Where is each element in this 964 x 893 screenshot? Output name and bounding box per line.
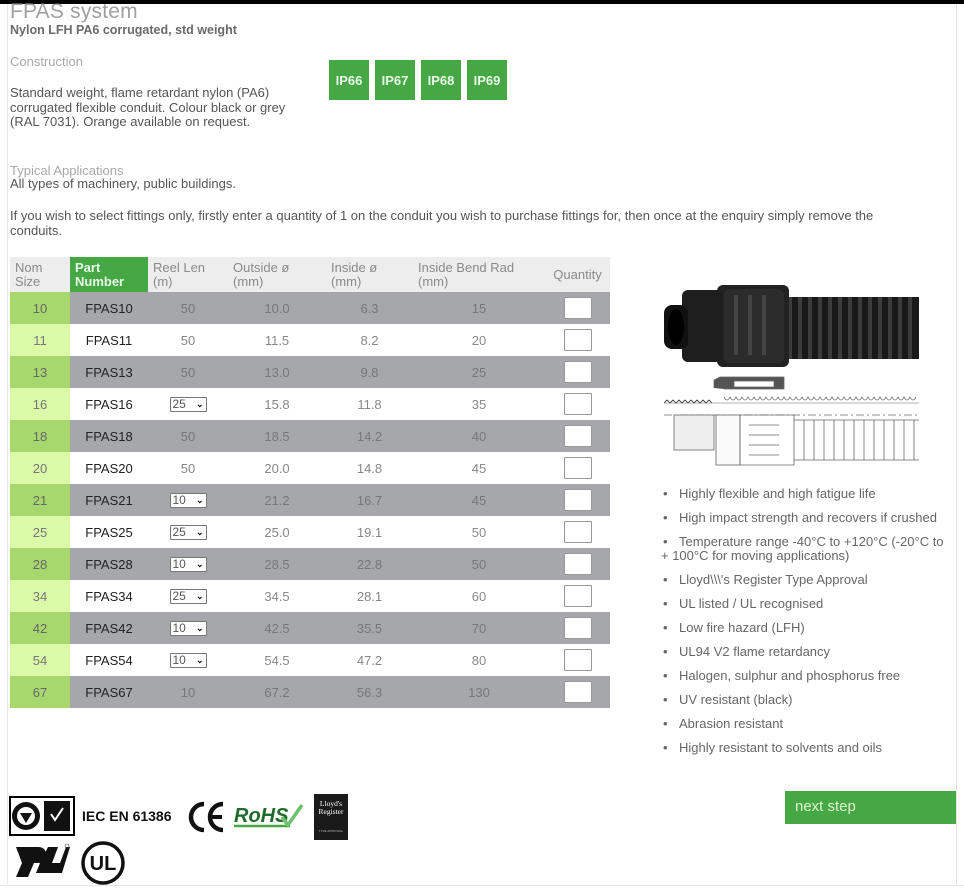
- table-row: [10, 324, 610, 356]
- feature-item: • Abrasion resistant: [663, 716, 784, 731]
- part-number-cell: FPAS20: [70, 452, 148, 484]
- ul-listed-icon: [80, 840, 126, 886]
- ip-badge: IP69: [467, 60, 507, 100]
- bend-radius-cell: 130: [413, 676, 545, 708]
- inside-diameter-cell: 22.8: [326, 548, 413, 580]
- table-row: [10, 420, 610, 452]
- outside-diameter-cell: 54.5: [228, 644, 326, 676]
- quantity-input[interactable]: [564, 681, 592, 703]
- reel-length-cell[interactable]: [148, 612, 228, 644]
- feature-item: • Highly resistant to solvents and oils: [663, 740, 883, 755]
- inside-diameter-cell: 56.3: [326, 676, 413, 708]
- bullet-icon: •: [663, 644, 668, 659]
- outside-diameter-cell: 13.0: [228, 356, 326, 388]
- bullet-icon: •: [663, 572, 668, 587]
- outside-diameter-cell: 28.5: [228, 548, 326, 580]
- bsi-registered-icon: [9, 796, 75, 836]
- nom-size-cell: 28: [10, 548, 70, 580]
- bend-radius-cell: 80: [413, 644, 545, 676]
- inside-diameter-cell: 14.8: [326, 452, 413, 484]
- reel-length-cell: 50: [148, 292, 228, 324]
- quantity-cell: [545, 388, 610, 420]
- header-outside-diameter: Outside ø (mm): [228, 257, 326, 292]
- quantity-input[interactable]: [564, 329, 592, 351]
- outside-diameter-cell: 25.0: [228, 516, 326, 548]
- reel-length-select[interactable]: 10 ⌄: [170, 653, 207, 668]
- nom-size-cell: 54: [10, 644, 70, 676]
- outside-diameter-cell: 11.5: [228, 324, 326, 356]
- product-spec-table: [10, 257, 610, 708]
- outside-diameter-cell: 42.5: [228, 612, 326, 644]
- feature-item: • Halogen, sulphur and phosphorus free: [663, 668, 901, 683]
- header-nom-size: Nom Size: [10, 257, 70, 292]
- bullet-icon: •: [663, 596, 668, 611]
- quantity-cell: [545, 516, 610, 548]
- header-inside-diameter: Inside ø (mm): [326, 257, 413, 292]
- reel-length-cell[interactable]: [148, 516, 228, 548]
- bend-radius-cell: 25: [413, 356, 545, 388]
- instruction-line: If you wish to select fittings only, firstly enter a quantity of 1 on the conduit you wish to purchase fittings for, then once at the enquiry simply remove the: [10, 208, 874, 223]
- bullet-icon: •: [663, 668, 668, 683]
- nom-size-cell: 13: [10, 356, 70, 388]
- construction-label: Construction: [10, 54, 83, 69]
- bullet-icon: •: [663, 740, 668, 755]
- part-number-cell: FPAS16: [70, 388, 148, 420]
- bend-radius-cell: 35: [413, 388, 545, 420]
- reel-length-select[interactable]: 10 ⌄: [170, 493, 207, 508]
- quantity-input[interactable]: [564, 617, 592, 639]
- inside-diameter-cell: 11.8: [326, 388, 413, 420]
- nom-size-cell: 18: [10, 420, 70, 452]
- inside-diameter-cell: 47.2: [326, 644, 413, 676]
- quantity-input[interactable]: [564, 553, 592, 575]
- table-row: [10, 548, 610, 580]
- table-row: [10, 356, 610, 388]
- table-row: [10, 580, 610, 612]
- conduit-drawing-icon: [664, 377, 919, 465]
- part-number-cell: FPAS13: [70, 356, 148, 388]
- outside-diameter-cell: 67.2: [228, 676, 326, 708]
- reel-length-cell[interactable]: [148, 484, 228, 516]
- lloyds-register-icon: [314, 794, 348, 840]
- ip-ratings: [329, 60, 507, 100]
- right-divider: [956, 4, 957, 884]
- part-number-cell: FPAS54: [70, 644, 148, 676]
- nom-size-cell: 34: [10, 580, 70, 612]
- outside-diameter-cell: 15.8: [228, 388, 326, 420]
- outside-diameter-cell: 21.2: [228, 484, 326, 516]
- inside-diameter-cell: 16.7: [326, 484, 413, 516]
- quantity-input[interactable]: [564, 585, 592, 607]
- table-row: [10, 644, 610, 676]
- table-row: [10, 612, 610, 644]
- page-title: FPAS system: [10, 0, 138, 23]
- part-number-cell: FPAS67: [70, 676, 148, 708]
- nom-size-cell: 21: [10, 484, 70, 516]
- outside-diameter-cell: 18.5: [228, 420, 326, 452]
- chevron-down-icon: ⌄: [195, 654, 204, 665]
- feature-item: • UV resistant (black): [663, 692, 793, 707]
- chevron-down-icon: ⌄: [195, 590, 204, 601]
- chevron-down-icon: ⌄: [195, 494, 204, 505]
- part-number-cell: FPAS28: [70, 548, 148, 580]
- quantity-input[interactable]: [564, 297, 592, 319]
- ip-badge: IP66: [329, 60, 369, 100]
- quantity-cell: [545, 452, 610, 484]
- rohs-icon: [232, 801, 304, 829]
- reel-length-cell: 50: [148, 356, 228, 388]
- instruction-text: [10, 209, 950, 238]
- table-row: [10, 292, 610, 324]
- inside-diameter-cell: 14.2: [326, 420, 413, 452]
- nom-size-cell: 11: [10, 324, 70, 356]
- quantity-cell: [545, 292, 610, 324]
- part-number-cell: FPAS11: [70, 324, 148, 356]
- construction-line: (RAL 7031). Orange available on request.: [10, 114, 251, 129]
- reel-length-select[interactable]: 25 ⌄: [170, 397, 207, 412]
- part-number-cell: FPAS25: [70, 516, 148, 548]
- construction-text: [10, 86, 285, 130]
- nom-size-cell: 10: [10, 292, 70, 324]
- table-row: [10, 516, 610, 548]
- bend-radius-cell: 45: [413, 452, 545, 484]
- ip-badge: IP67: [375, 60, 415, 100]
- feature-item: • Lloyd\\\'s Register Type Approval: [663, 572, 868, 587]
- bullet-icon: •: [663, 534, 668, 549]
- quantity-cell: [545, 676, 610, 708]
- nom-size-cell: 42: [10, 612, 70, 644]
- quantity-input[interactable]: [564, 489, 592, 511]
- chevron-down-icon: ⌄: [195, 526, 204, 537]
- quantity-input[interactable]: [564, 521, 592, 543]
- quantity-input[interactable]: [564, 361, 592, 383]
- reel-length-select[interactable]: 25 ⌄: [170, 589, 207, 604]
- chevron-down-icon: ⌄: [195, 558, 204, 569]
- bullet-icon: •: [663, 716, 668, 731]
- bullet-icon: •: [663, 510, 668, 525]
- chevron-down-icon: ⌄: [195, 622, 204, 633]
- bend-radius-cell: 20: [413, 324, 545, 356]
- svg-text:Lloyd's: Lloyd's: [319, 799, 343, 808]
- bullet-icon: •: [663, 692, 668, 707]
- ul-recognized-icon: [14, 843, 70, 879]
- part-number-cell: FPAS42: [70, 612, 148, 644]
- table-row: [10, 484, 610, 516]
- construction-line: Standard weight, flame retardant nylon (PA6): [10, 85, 270, 100]
- svg-text:TYPE APPROVAL: TYPE APPROVAL: [318, 829, 344, 833]
- conduit-photo-icon: [664, 285, 919, 367]
- outside-diameter-cell: 20.0: [228, 452, 326, 484]
- reel-length-select[interactable]: 10 ⌄: [170, 557, 207, 572]
- construction-line: corrugated flexible conduit. Colour black or grey: [10, 99, 286, 115]
- reel-length-cell[interactable]: [148, 548, 228, 580]
- feature-item: • UL94 V2 flame retardancy: [663, 644, 831, 659]
- feature-item: • High impact strength and recovers if crushed: [663, 510, 937, 525]
- table-row: [10, 452, 610, 484]
- svg-text:UL: UL: [89, 853, 117, 875]
- quantity-cell: [545, 548, 610, 580]
- quantity-cell: [545, 324, 610, 356]
- part-number-cell: FPAS10: [70, 292, 148, 324]
- header-quantity: Quantity: [545, 257, 610, 292]
- quantity-cell: [545, 356, 610, 388]
- ip-badge: IP68: [421, 60, 461, 100]
- header-bend-radius: Inside Bend Rad (mm): [413, 257, 545, 292]
- reel-length-select[interactable]: 10 ⌄: [170, 621, 207, 636]
- reel-length-cell: 10: [148, 676, 228, 708]
- bullet-icon: •: [663, 620, 668, 635]
- reel-length-cell[interactable]: [148, 580, 228, 612]
- feature-item: • Low fire hazard (LFH): [663, 620, 805, 635]
- inside-diameter-cell: 8.2: [326, 324, 413, 356]
- instruction-line: conduits.: [10, 222, 63, 238]
- inside-diameter-cell: 6.3: [326, 292, 413, 324]
- feature-item: • UL listed / UL recognised: [663, 596, 824, 611]
- inside-diameter-cell: 9.8: [326, 356, 413, 388]
- next-step-button[interactable]: next step: [785, 791, 956, 824]
- bend-radius-cell: 50: [413, 516, 545, 548]
- bend-radius-cell: 70: [413, 612, 545, 644]
- table-header-row: [10, 257, 610, 292]
- chevron-down-icon: ⌄: [195, 398, 204, 409]
- conduit-fitting-image: [664, 285, 919, 475]
- quantity-cell: [545, 644, 610, 676]
- reel-length-cell[interactable]: [148, 644, 228, 676]
- part-number-cell: FPAS21: [70, 484, 148, 516]
- inside-diameter-cell: 28.1: [326, 580, 413, 612]
- quantity-input[interactable]: [564, 649, 592, 671]
- outside-diameter-cell: 34.5: [228, 580, 326, 612]
- part-number-cell: FPAS18: [70, 420, 148, 452]
- applications-text: All types of machinery, public buildings.: [10, 176, 236, 191]
- reel-length-cell: 50: [148, 452, 228, 484]
- table-row: [10, 676, 610, 708]
- quantity-cell: [545, 612, 610, 644]
- quantity-input[interactable]: [564, 457, 592, 479]
- inside-diameter-cell: 35.5: [326, 612, 413, 644]
- nom-size-cell: 67: [10, 676, 70, 708]
- ce-mark-icon: [188, 801, 226, 833]
- outside-diameter-cell: 10.0: [228, 292, 326, 324]
- page-subtitle: Nylon LFH PA6 corrugated, std weight: [10, 23, 237, 37]
- feature-list: [661, 487, 951, 765]
- quantity-input[interactable]: [564, 425, 592, 447]
- table-row: [10, 388, 610, 420]
- reel-length-cell: 50: [148, 324, 228, 356]
- svg-text:RoHS: RoHS: [234, 805, 289, 827]
- reel-length-select[interactable]: 25 ⌄: [170, 525, 207, 540]
- part-number-cell: FPAS34: [70, 580, 148, 612]
- bend-radius-cell: 60: [413, 580, 545, 612]
- header-reel-len: Reel Len (m): [148, 257, 228, 292]
- quantity-input[interactable]: [564, 393, 592, 415]
- nom-size-cell: 25: [10, 516, 70, 548]
- header-part-number: Part Number: [70, 257, 148, 292]
- nom-size-cell: 16: [10, 388, 70, 420]
- bend-radius-cell: 45: [413, 484, 545, 516]
- bottom-divider: [0, 885, 964, 886]
- left-divider: [7, 4, 8, 884]
- iec-standard-label: IEC EN 61386: [82, 808, 172, 824]
- svg-text:Register: Register: [318, 807, 344, 816]
- bend-radius-cell: 50: [413, 548, 545, 580]
- applications-label: Typical Applications: [10, 163, 124, 178]
- bullet-icon: •: [663, 486, 668, 501]
- reel-length-cell: 50: [148, 420, 228, 452]
- quantity-cell: [545, 484, 610, 516]
- quantity-cell: [545, 580, 610, 612]
- bend-radius-cell: 15: [413, 292, 545, 324]
- inside-diameter-cell: 19.1: [326, 516, 413, 548]
- bend-radius-cell: 40: [413, 420, 545, 452]
- quantity-cell: [545, 420, 610, 452]
- nom-size-cell: 20: [10, 452, 70, 484]
- top-border: [0, 0, 964, 4]
- feature-item: • Highly flexible and high fatigue life: [663, 486, 876, 501]
- feature-item: • Temperature range -40°C to +120°C (-20°C to + 100°C for moving applications): [661, 534, 944, 563]
- reel-length-cell[interactable]: [148, 388, 228, 420]
